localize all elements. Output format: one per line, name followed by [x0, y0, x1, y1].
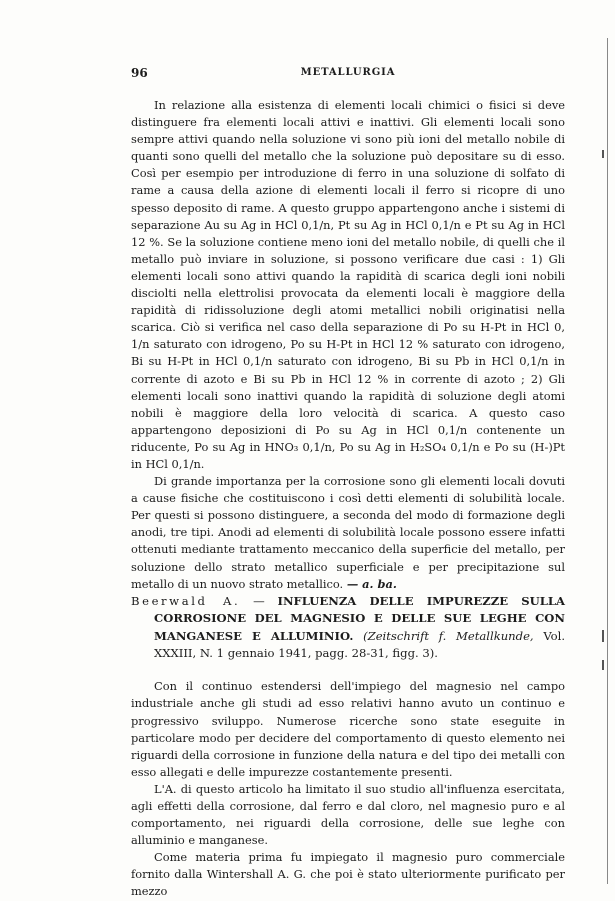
author-signature: — a. ba.: [346, 576, 397, 591]
paragraph-solubility-elements: [131, 473, 565, 593]
running-title: METALLURGIA: [300, 67, 396, 78]
paragraph-local-elements: In relazione alla esistenza di elementi locali chimici o fisici si deve distinguere fra elementi locali attivi e inattivi. Gli elementi locali sono sempre attivi quando nella soluzione vi sono più ioni del metallo nobile di quanti sono quelli del metallo che la soluzione può depositare su di esso. Così per esempio per introduzione di ferro in una soluzione di solfato di rame a causa della azione di elementi locali il ferro si ricopre di uno spesso deposito di rame. A questo gruppo appartengono anche i sistemi di separazione Au su Ag in HCl 0,1/n, Pt su Ag in HCl 0,1/n e Pt su Ag in HCl 12 %. Se la soluzione contiene meno ioni del metallo nobile, di quelli che il metallo può inviare in soluzione, si possono verificare due casi : 1) Gli elementi locali sono attivi quando la rapidità di scarica degli ioni nobili disciolti nella elettrolisi provocata da elementi locali è maggiore della rapidità di ridissoluzione degli atomi metallici nobili originatisi nella scarica. Ciò si verifica nel caso della separazione di Po su H-Pt in HCl 0, 1/n saturato con idrogeno, Po su H-Pt in HCl 12 % saturato con idrogeno, Bi su H-Pt in HCl 0,1/n saturato con idrogeno, Bi su Pb in HCl 0,1/n in corrente di azoto e Bi su Pb in HCl 12 % in corrente di azoto ; 2) Gli elementi locali sono inattivi quando la rapidità di soluzione degli atomi nobili è maggiore della loro velocità di scarica. A questo caso appartengono deposizioni di Po su Ag in HCl 0,1/n contenente un riducente, Po su Ag in HNO₃ 0,1/n, Po su Ag in H₂SO₄ 0,1/n e Po su (H-)Pt in HCl 0,1/n.: [131, 98, 565, 471]
article-body: [131, 97, 565, 901]
paragraph-raw-material: Come materia prima fu impiegato il magnesio puro commerciale fornito dalla Wintershall A. G. che poi è stato ulteriormente purificato per mezzo: [131, 850, 565, 899]
entry-dash: —: [253, 593, 265, 608]
entry-details: Vol. XXXIII, N. 1 gennaio 1941, pagg. 28-31, figg. 3).: [154, 628, 566, 660]
spacer: [131, 662, 565, 678]
scan-mark: [602, 660, 604, 670]
bibliographic-entry: [131, 593, 565, 663]
paragraph-magnesium-intro: Con il continuo estendersi dell'impiego del magnesio nel campo industriale anche gli studi ad esso relativi hanno avuto un continuo e progressivo sviluppo. Numerose ricerche sono state eseguite in particolare modo per decidere del comportamento di questo elemento nei riguardi della corrosione in funzione della natura e del tipo dei metalli con esso allegati e delle impurezze costantemente presenti.: [131, 679, 565, 779]
scan-mark: [602, 150, 604, 158]
page-number: 96: [131, 66, 148, 80]
entry-author: Beerwald A.: [131, 593, 241, 608]
entry-title: INFLUENZA DELLE IMPUREZZE SULLA CORROSIONE DEL MAGNESIO E DELLE SUE LEGHE CON MANGANESE E ALLUMINIO.: [154, 593, 566, 643]
page-edge-line: [607, 38, 608, 884]
paragraph-article-scope: L'A. di questo articolo ha limitato il suo studio all'influenza esercitata, agli effetti della corrosione, dal ferro e dal cloro, nel magnesio puro e al comportamento, nei riguardi della corrosione, delle sue leghe con alluminio e manganese.: [131, 781, 565, 848]
page-header: [131, 66, 565, 84]
entry-source: (Zeitschrift f. Metallkunde,: [363, 628, 534, 643]
paragraph-text: Di grande importanza per la corrosione sono gli elementi locali dovuti a cause fisiche che costituiscono i così detti elementi di solubilità locale. Per questi si possono distinguere, a seconda del modo di formazione degli anodi, tre tipi. Anodi ad elementi di solubilità locale possono essere infatti ottenuti mediante trattamento meccanico della superficie del metallo, per soluzione dello strato metallico superficiale e per precipitazione sul metallo di un nuovo strato metallico.: [131, 474, 565, 591]
scan-mark: [602, 630, 604, 642]
